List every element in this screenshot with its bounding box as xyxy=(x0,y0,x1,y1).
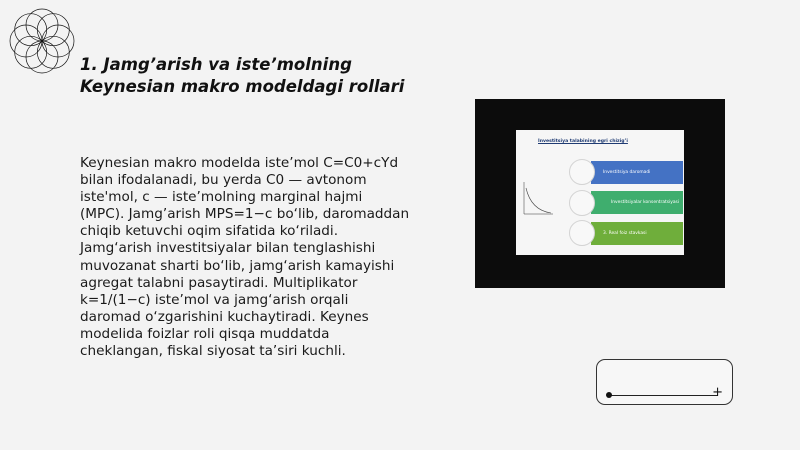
video-slide xyxy=(516,130,684,255)
slide-item-1: Investitsiya daromadi xyxy=(591,161,683,184)
body-paragraph: Keynesian makro modelda iste’mol C=C0+cYd bilan ifodalanadi, bu yerda C0 — avtonom iste'mol, c — iste’molning marginal hajmi (MPC). Jamg’arish MPS=1−c bo‘lib, daromaddan chiqib ketuvchi oqim sifatida ko‘riladi. Jamg‘arish investitsiyalar bilan tenglashishi muvozanat sharti bo‘lib, jamg‘arish kamayishi agregat talabni pasaytiradi. Multiplikator k=1/(1−c) iste’mol va jamg‘arish orqali daromad o‘zgarishini kuchaytiradi. Keynes modelida foizlar roli qisqa muddatda cheklangan, fiskal siyosat ta’siri kuchli. xyxy=(80,155,410,360)
slide-title: Investitsiya talabining egri chizig’i xyxy=(538,139,628,144)
slide-item-2: Investitsiyalar konsentratsiyasi xyxy=(591,191,683,214)
video-player[interactable] xyxy=(475,99,725,288)
plus-icon[interactable]: + xyxy=(712,385,723,400)
timeline-track[interactable] xyxy=(609,395,718,396)
demand-curve-chart xyxy=(521,180,555,218)
slide-circle-3 xyxy=(569,220,595,246)
slide-item-3: 3. Real foiz stavkasi xyxy=(591,222,683,245)
audio-timeline-control[interactable] xyxy=(596,359,733,405)
slide-circle-2 xyxy=(569,190,595,216)
title-line-2: Keynesian makro modeldagi rollari xyxy=(80,77,405,96)
decorative-rosette-icon xyxy=(5,4,79,78)
dot-icon[interactable] xyxy=(606,392,612,398)
slide-circle-1 xyxy=(569,159,595,185)
title-line-1: 1. Jamg’arish va iste’molning xyxy=(80,55,352,74)
page-title xyxy=(80,54,440,98)
